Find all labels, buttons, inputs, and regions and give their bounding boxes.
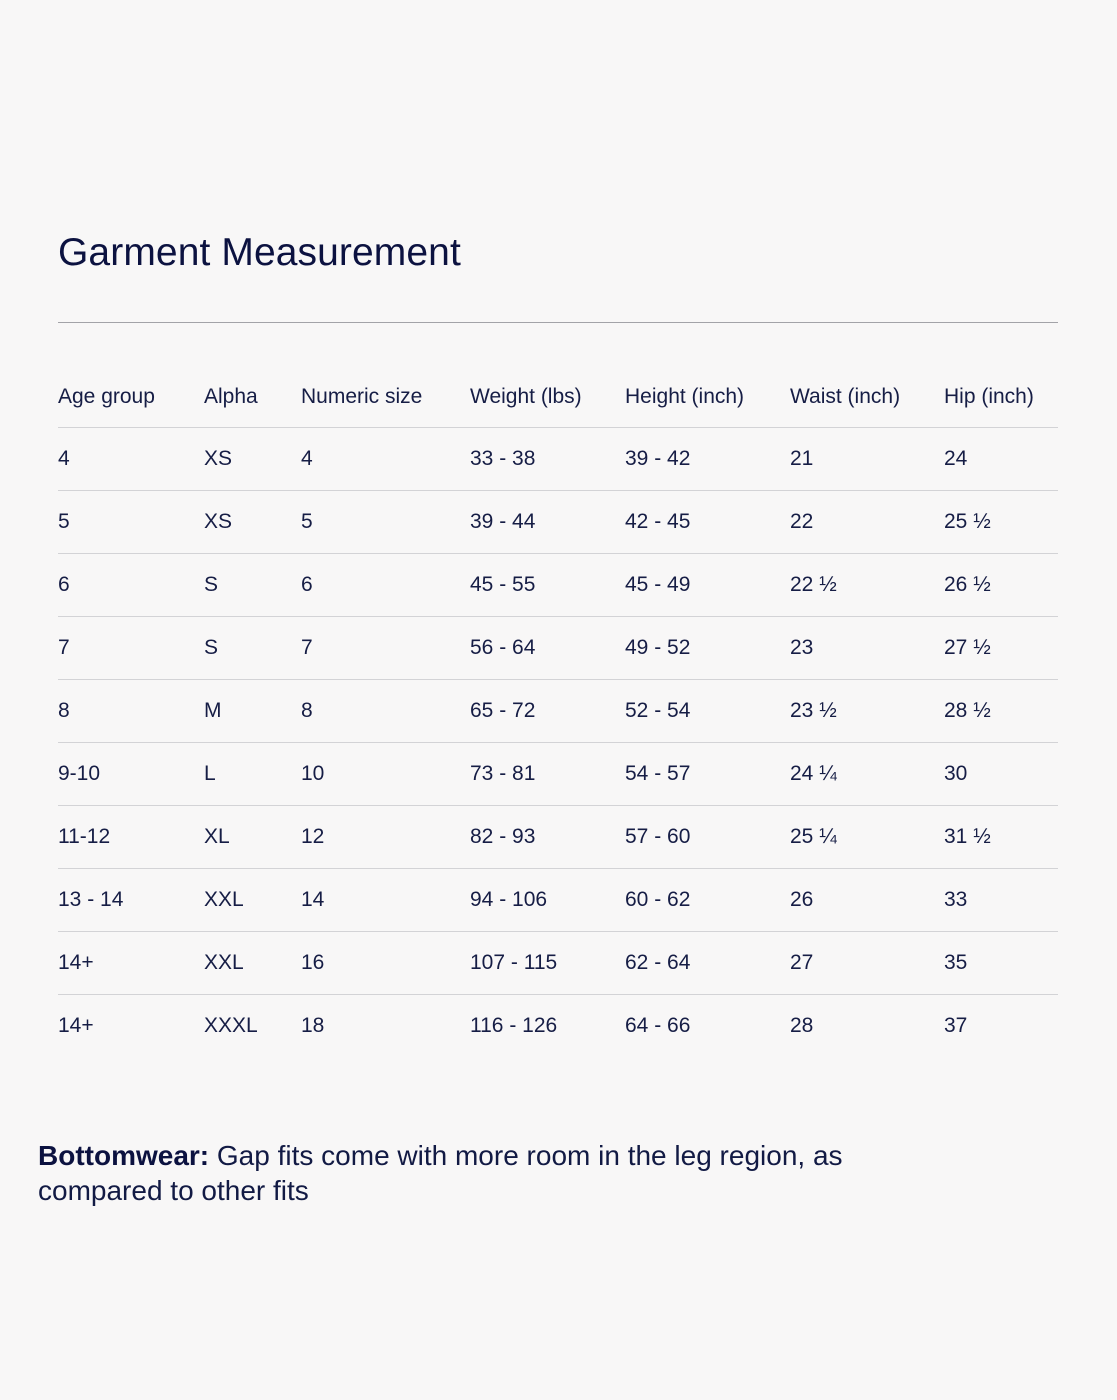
table-cell: 9-10	[58, 743, 204, 806]
table-cell: XXL	[204, 932, 301, 995]
table-cell: 8	[58, 680, 204, 743]
table-cell: 7	[58, 617, 204, 680]
bottomwear-label: Bottomwear:	[38, 1140, 210, 1171]
table-row	[58, 806, 1058, 869]
header-row	[58, 364, 1058, 428]
column-header: Hip (inch)	[944, 364, 1058, 428]
table-cell: 11-12	[58, 806, 204, 869]
table-cell: 57 - 60	[625, 806, 790, 869]
table-cell: 82 - 93	[470, 806, 625, 869]
table-cell: 13 - 14	[58, 869, 204, 932]
column-header: Weight (lbs)	[470, 364, 625, 428]
table-cell: XXL	[204, 869, 301, 932]
table-cell: 16	[301, 932, 470, 995]
table-row	[58, 554, 1058, 617]
table-cell: 5	[301, 491, 470, 554]
table-row	[58, 428, 1058, 491]
table-cell: 28 ½	[944, 680, 1058, 743]
table-cell: 116 - 126	[470, 1014, 558, 1037]
table-cell: 14+	[58, 1014, 94, 1037]
table-header	[58, 364, 1058, 428]
table-cell: 26	[790, 869, 944, 932]
table-cell: 10	[301, 743, 470, 806]
table-cell: 107 - 115	[470, 932, 625, 995]
table-cell: 52 - 54	[625, 680, 790, 743]
table-cell: 27 ½	[944, 617, 1058, 680]
table-row	[58, 680, 1058, 743]
table-cell: 37	[944, 1014, 968, 1037]
table-cell: 39 - 44	[470, 491, 625, 554]
table-row	[58, 491, 1058, 554]
table-cell: 45 - 49	[625, 554, 790, 617]
table-cell: 12	[301, 806, 470, 869]
table-cell: 39 - 42	[625, 428, 790, 491]
table-cell: 24	[944, 428, 1058, 491]
table-cell: 22	[790, 491, 944, 554]
bottomwear-text: Gap fits come with more room in the leg region, as compared to other fits	[38, 1140, 843, 1206]
table-cell: 31 ½	[944, 806, 1058, 869]
table-cell: 25 ¼	[790, 806, 944, 869]
table-cell: 23 ½	[790, 680, 944, 743]
table-row	[58, 869, 1058, 932]
table-cell: 56 - 64	[470, 617, 625, 680]
table-cell: 62 - 64	[625, 932, 790, 995]
table-body	[58, 428, 1058, 1058]
table-cell: 14+	[58, 932, 204, 995]
table-cell: 35	[944, 932, 1058, 995]
table-cell: 24 ¼	[790, 743, 944, 806]
column-header: Alpha	[204, 364, 301, 428]
table-cell: 8	[301, 680, 470, 743]
table-cell: 30	[944, 743, 1058, 806]
table-cell: 21	[790, 428, 944, 491]
table-cell: 33 - 38	[470, 428, 625, 491]
table-row	[58, 617, 1058, 680]
table-cell: XXXL	[204, 1014, 258, 1037]
table-cell: 5	[58, 491, 204, 554]
table-cell: XS	[204, 428, 301, 491]
table-row	[58, 743, 1058, 806]
table-cell: 25 ½	[944, 491, 1058, 554]
table-cell: 6	[301, 554, 470, 617]
size-chart-table	[58, 364, 1058, 1057]
table-cell: 33	[944, 869, 1058, 932]
table-cell: 22 ½	[790, 554, 944, 617]
table-cell: 7	[301, 617, 470, 680]
page-title: Garment Measurement	[58, 231, 461, 274]
column-header: Height (inch)	[625, 364, 790, 428]
table-cell: 18	[301, 1014, 325, 1037]
table-cell: 42 - 45	[625, 491, 790, 554]
table-cell: XL	[204, 806, 301, 869]
table-cell: 60 - 62	[625, 869, 790, 932]
table-cell: 94 - 106	[470, 869, 625, 932]
table-cell: 6	[58, 554, 204, 617]
table-cell: 14	[301, 869, 470, 932]
column-header: Numeric size	[301, 364, 470, 428]
table-cell: 49 - 52	[625, 617, 790, 680]
table-cell: M	[204, 680, 301, 743]
table-cell: 27	[790, 932, 944, 995]
table-cell: 4	[58, 428, 204, 491]
bottomwear-note	[38, 1138, 898, 1208]
table-cell: L	[204, 743, 301, 806]
table-cell: S	[204, 554, 301, 617]
table-cell: 54 - 57	[625, 743, 790, 806]
table-cell: 64 - 66	[625, 1014, 691, 1037]
table-cell: 73 - 81	[470, 743, 625, 806]
table-cell: 4	[301, 428, 470, 491]
table-cell: S	[204, 617, 301, 680]
table-row	[58, 932, 1058, 995]
table-cell: 28	[790, 1014, 814, 1037]
table-cell: 65 - 72	[470, 680, 625, 743]
column-header: Waist (inch)	[790, 364, 944, 428]
title-divider	[58, 322, 1058, 323]
table-cell: 45 - 55	[470, 554, 625, 617]
table-row	[58, 995, 1058, 1058]
table-cell: 26 ½	[944, 554, 1058, 617]
table-cell: XS	[204, 491, 301, 554]
column-header: Age group	[58, 364, 204, 428]
table-cell: 23	[790, 617, 944, 680]
